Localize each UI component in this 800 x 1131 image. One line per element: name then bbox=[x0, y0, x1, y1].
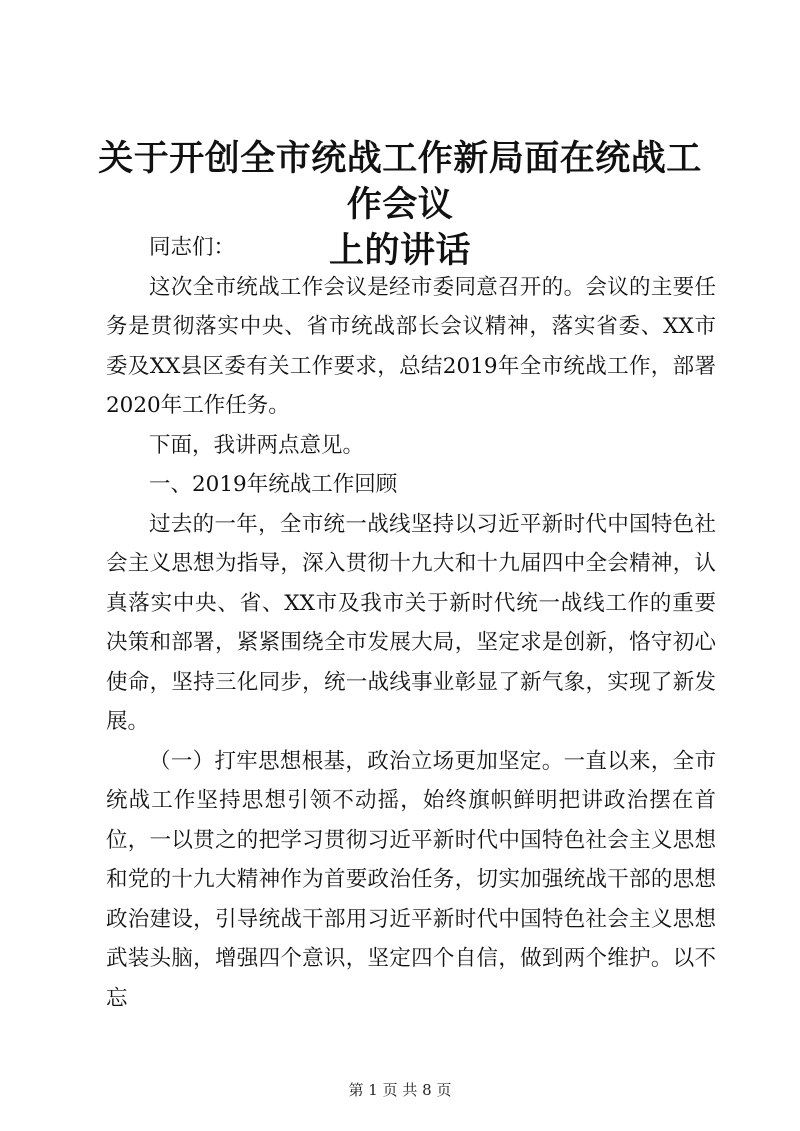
intro-paragraph: 这次全市统战工作会议是经市委同意召开的。会议的主要任务是贯彻落实中央、省市统战部长会议精神，落实省委、XX市委及XX县区委有关工作要求，总结2019年全市统战工作，部署2020年工作任务。 bbox=[106, 274, 716, 418]
document-body bbox=[106, 228, 716, 1018]
transition-paragraph: 下面，我讲两点意见。 bbox=[149, 432, 365, 458]
salutation-paragraph: 同志们： bbox=[149, 235, 236, 260]
review-paragraph: 过去的一年，全市统一战线坚持以习近平新时代中国特色社会主义思想为指导，深入贯彻十九大和十九届四中全会精神，认真落实中央、省、XX市及我市关于新时代统一战线工作的重要决策和部署，紧紧围绕全市发展大局，坚定求是创新，恪守初心使命，坚持三化同步，统一战线事业彰显了新气象，实现了新发展。 bbox=[106, 511, 716, 734]
title-line-2: 上的讲话 bbox=[328, 230, 471, 271]
subsection-paragraph: （一）打牢思想根基，政治立场更加坚定。一直以来，全市统战工作坚持思想引领不动摇，始终旗帜鲜明把讲政治摆在首位，一以贯之的把学习贯彻习近平新时代中国特色社会主义思想和党的十九大精神作为首要政治任务，切实加强统战干部的思想政治建设，引导统战干部用习近平新时代中国特色社会主义思想武装头脑，增强四个意识，坚定四个自信，做到两个维护。以不忘 bbox=[106, 748, 716, 1011]
section-heading: 一、2019年统战工作回顾 bbox=[149, 472, 398, 497]
title-line-1: 关于开创全市统战工作新局面在统战工作会议 bbox=[98, 138, 702, 225]
page-footer: 第 1 页 共 8 页 bbox=[348, 1081, 452, 1099]
